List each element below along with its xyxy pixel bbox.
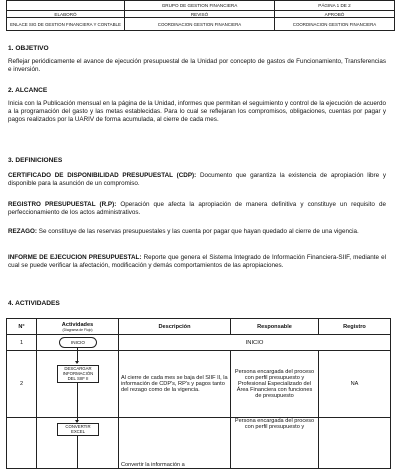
role-reviso: REVISÓ [125,11,275,18]
section-title-alcance: 2. ALCANCE [8,87,48,94]
col-header-actividades-sub: (Diagrama de Flujo) [62,327,93,332]
row-number: 1 [7,335,37,351]
col-header-actividades [37,319,119,335]
role-elaboro: ELABORÓ [7,11,125,18]
definition-term: REGISTRO PRESUPUESTAL (R.P): [8,201,117,208]
definition-term: CERTIFICADO DE DISPONIBILIDAD PRESUPUESTAL (CDP): [8,172,197,179]
flow-cell [37,335,119,351]
activities-table [6,318,391,469]
definition-term: REZAGO: [8,228,38,235]
header-page: PÁGINA 1 DE 2 [275,1,395,11]
objetivo-text: Reflejar periódicamente el avance de ejecución presupuestal de la Unidad por concepto de gastos de Funcionamiento, Transferencias e inversión. [8,58,386,73]
definition-rezago [8,228,386,236]
flow-connector [77,347,78,351]
row-responsible: Persona encargada del proceso con perfil presupuesto y Profesional Especializado del Área Financiera con funciones de presupuesto [231,351,319,418]
value-aprobo: COORDINACION GESTION FINANCIERA [275,18,395,31]
definition-text: Se constituye de las reservas presupuestales y las cuenta por pagar que hayan quedado al cierre de una vigencia. [37,228,359,235]
flow-cell [37,351,119,418]
flow-process-convertir: CONVERTIR EXCEL [57,423,99,436]
col-header-responsable: Responsable [231,319,319,335]
flow-connector [77,382,78,417]
definition-text: Documento que garantiza la existencia de apropiación libre y disponible para la asunción de un compromiso. [8,172,386,187]
role-aprobo: APROBÓ [275,11,395,18]
flow-connector [77,435,78,468]
definition-text: Operación que afecta la apropiación de manera definitiva y constituye un requisito de perfeccionamiento de los actos administrativos. [8,201,386,216]
row-record: NA [319,351,391,418]
definition-text: Reporte que genera el Sistema Integrado de Información Financiera-SIIF, mediante el cual se puede verificar la afectación, modificación y demás comportamientos de las apropiaciones. [8,254,386,269]
row-description: Al cierre de cada mes se baja del SIIF II, la información de CDP's, RP's y pagos tanto del rezago como de la vigencia. [119,351,231,418]
col-header-n: N° [7,319,37,335]
definition-cdp [8,172,386,188]
row-responsible: Persona encargada del proceso con perfil presupuesto y [231,418,319,469]
definition-rp [8,201,386,217]
activities-header-row [7,319,391,335]
row-number [7,418,37,469]
flow-cell [37,418,119,469]
table-row [7,335,391,351]
row-record [319,418,391,469]
header-group: GRUPO DE GESTION FINANCIERA [125,1,275,11]
table-row [7,418,391,469]
col-header-descripcion: Descripción [119,319,231,335]
section-title-definiciones: 3. DEFINICIONES [8,157,63,164]
section-title-actividades: 4. ACTIVIDADES [8,300,60,307]
flow-start-terminator: INICIO [59,337,97,348]
arrow-down-icon [75,361,79,364]
flow-process-descargar: DESCARGAR INFORMACIÓN DEL SIIF II [57,365,99,383]
alcance-text: Inicia con la Publicación mensual en la página de la Unidad, informes que permitan el seguimiento y control de la ejecución de acuerdo a la programación del gasto y las metas establecidas. Para lo cual se reflejaran los compromisos, obligaciones, cuentas por pagar y pagos realizados por la UARIV de forma acumulada, al cierre de cada mes. [8,100,386,123]
header-blank-cell [7,1,125,11]
definition-informe [8,254,386,270]
row-number: 2 [7,351,37,418]
table-row [7,351,391,418]
value-reviso: COORDINACION GESTION FINANCIERA [125,18,275,31]
row-span-text: INICIO [119,335,391,351]
row-description: Convertir la información a [119,418,231,469]
section-title-objetivo: 1. OBJETIVO [8,45,49,52]
col-header-registro: Registro [319,319,391,335]
definition-term: INFORME DE EJECUCION PRESUPUESTAL: [8,254,142,261]
value-elaboro: ENLACE SIG DE GESTION FINANCIERA Y CONTABLE [7,18,125,31]
signature-table [6,10,395,31]
col-header-actividades-label: Actividades [61,321,94,328]
